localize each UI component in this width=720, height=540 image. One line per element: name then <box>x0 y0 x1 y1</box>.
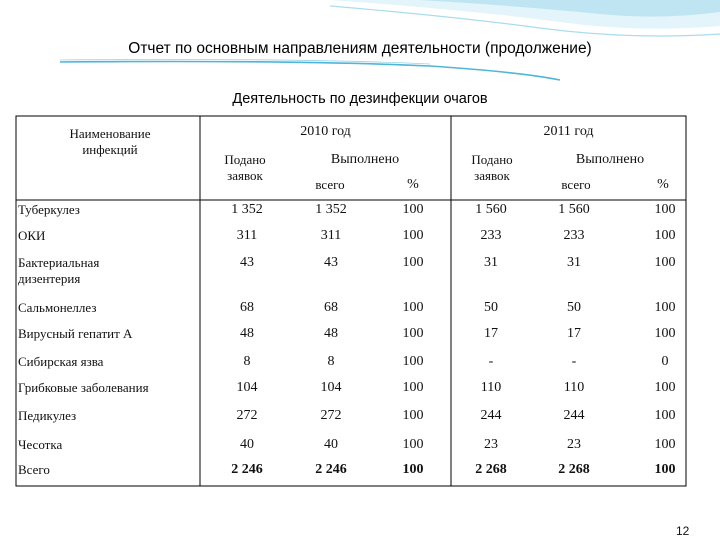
row-name: Грибковые заболевания <box>18 380 149 395</box>
header-submitted-2010: Подано заявок <box>224 152 266 183</box>
row-value: 244 <box>563 408 585 423</box>
row-value: 104 <box>236 380 258 395</box>
row-value: 100 <box>402 462 424 477</box>
row-value: 40 <box>240 437 254 452</box>
row-value: 43 <box>324 255 338 270</box>
row-value: 100 <box>654 380 676 395</box>
header-total-2011: всего <box>561 177 591 192</box>
row-value: - <box>571 354 577 369</box>
row-value: 68 <box>240 300 254 315</box>
header-percent-2011: % <box>657 177 669 192</box>
row-value: 2 246 <box>315 462 347 477</box>
row-value: 17 <box>567 326 581 341</box>
header-infection-name: Наименование инфекций <box>69 126 151 157</box>
table-subtitle: Деятельность по дезинфекции очагов <box>232 91 488 107</box>
row-value: 0 <box>661 354 669 369</box>
row-value: 40 <box>324 437 338 452</box>
row-name: Педикулез <box>18 408 77 423</box>
row-value: 2 268 <box>475 462 507 477</box>
page-title: Отчет по основным направлениям деятельности (продолжение) <box>128 40 592 57</box>
row-value: 17 <box>484 326 498 341</box>
row-name: Туберкулез <box>18 202 80 217</box>
row-value: 100 <box>402 300 424 315</box>
row-value: 100 <box>654 228 676 243</box>
row-value: 2 268 <box>558 462 590 477</box>
row-value: 110 <box>480 380 502 395</box>
row-value: 244 <box>480 408 502 423</box>
row-value: 100 <box>654 326 676 341</box>
row-value: - <box>488 354 494 369</box>
row-value: 31 <box>484 255 498 270</box>
row-value: 272 <box>320 408 342 423</box>
header-percent-2010: % <box>407 177 419 192</box>
row-value: 68 <box>324 300 338 315</box>
row-value: 100 <box>402 380 424 395</box>
row-value: 23 <box>484 437 498 452</box>
row-value: 233 <box>480 228 502 243</box>
row-value: 233 <box>563 228 585 243</box>
row-value: 50 <box>484 300 498 315</box>
row-value: 48 <box>240 326 254 341</box>
row-name: Сальмонеллез <box>18 300 97 315</box>
header-completed-2011: Выполнено <box>575 152 645 167</box>
row-name: Чесотка <box>18 437 63 452</box>
row-name: Вирусный гепатит А <box>18 326 133 341</box>
row-value: 100 <box>654 202 676 217</box>
row-name: ОКИ <box>18 228 46 243</box>
row-value: 1 352 <box>315 202 347 217</box>
row-value: 100 <box>654 408 676 423</box>
row-value: 100 <box>654 300 676 315</box>
row-value: 1 560 <box>475 202 507 217</box>
row-value: 1 560 <box>558 202 590 217</box>
row-value: 31 <box>567 255 581 270</box>
row-name: Всего <box>18 462 50 477</box>
row-value: 8 <box>243 354 251 369</box>
header-total-2010: всего <box>315 177 345 192</box>
row-value: 100 <box>402 408 424 423</box>
row-value: 2 246 <box>231 462 263 477</box>
row-name: Сибирская язва <box>18 354 104 369</box>
row-value: 100 <box>654 437 676 452</box>
row-value: 23 <box>567 437 581 452</box>
row-value: 43 <box>240 255 254 270</box>
row-value: 100 <box>654 255 676 270</box>
row-value: 100 <box>402 255 424 270</box>
row-value: 1 352 <box>231 202 263 217</box>
header-year-2011: 2011 год <box>543 124 594 139</box>
row-value: 104 <box>320 380 342 395</box>
row-value: 311 <box>236 228 258 243</box>
row-value: 100 <box>402 354 424 369</box>
page-number: 12 <box>676 524 690 538</box>
header-completed-2010: Выполнено <box>330 152 400 167</box>
row-value: 100 <box>402 437 424 452</box>
row-name: Бактериальная дизентерия <box>18 255 100 286</box>
row-value: 100 <box>402 202 424 217</box>
row-value: 48 <box>324 326 338 341</box>
header-submitted-2011: Подано заявок <box>471 152 513 183</box>
row-value: 100 <box>402 228 424 243</box>
row-value: 110 <box>563 380 585 395</box>
row-value: 311 <box>320 228 342 243</box>
row-value: 8 <box>327 354 335 369</box>
row-value: 100 <box>402 326 424 341</box>
row-value: 100 <box>654 462 676 477</box>
header-year-2010: 2010 год <box>300 124 351 139</box>
row-value: 50 <box>567 300 581 315</box>
row-value: 272 <box>236 408 258 423</box>
